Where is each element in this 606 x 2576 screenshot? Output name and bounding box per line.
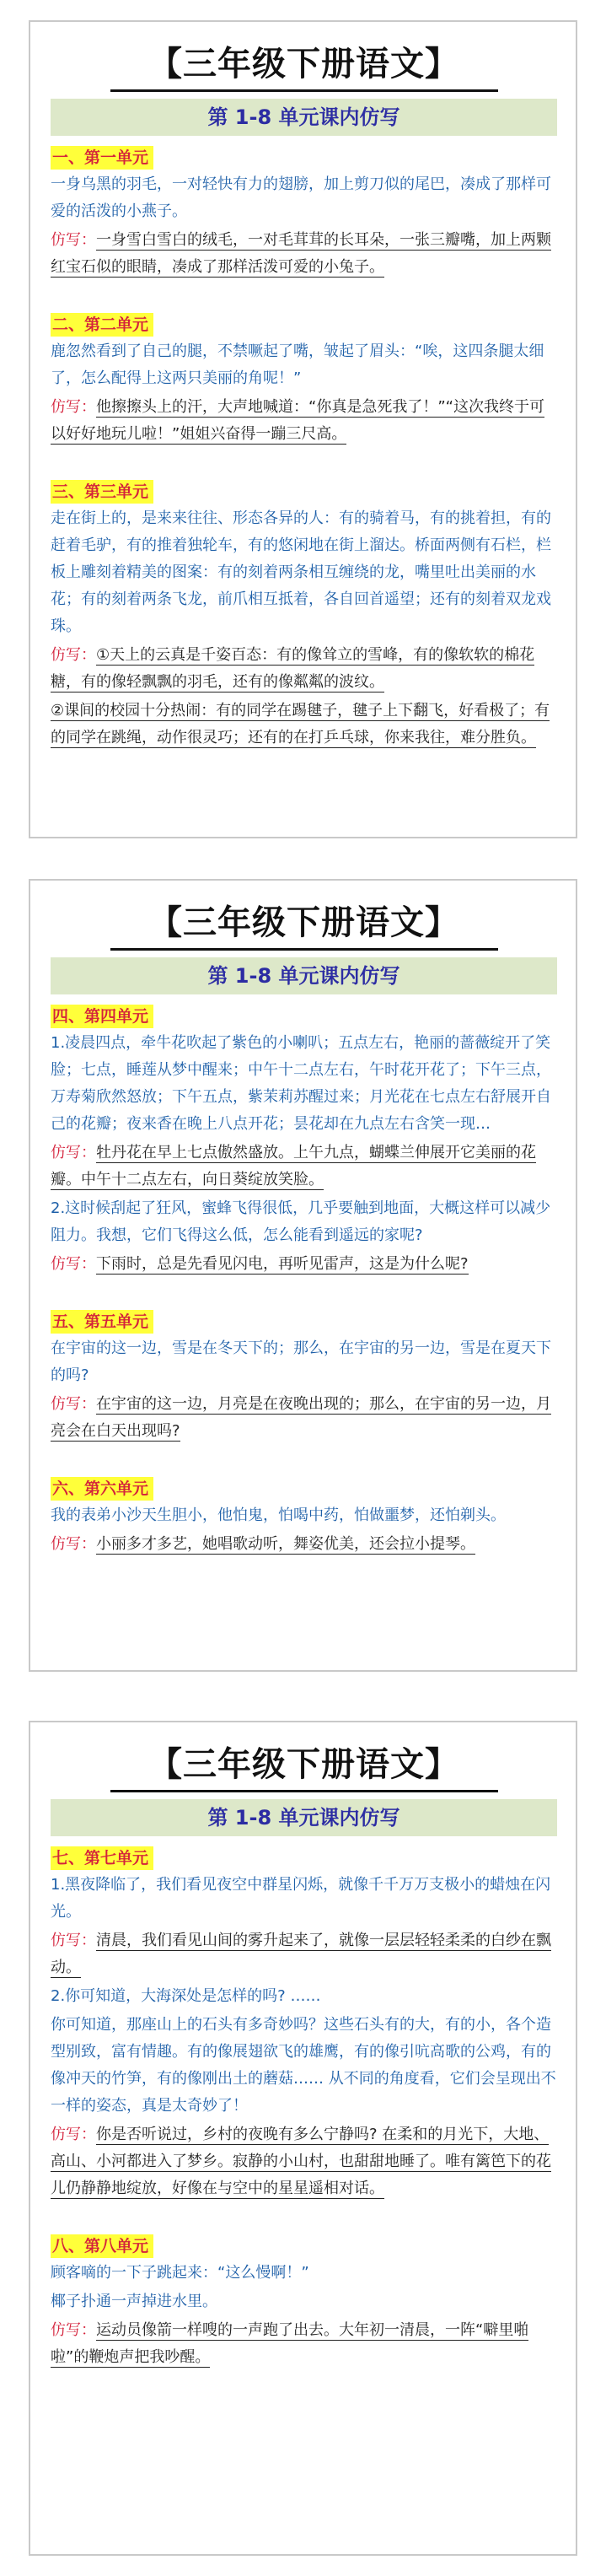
- page-title: 【三年级下册语文】: [148, 903, 459, 942]
- source-text: 鹿忽然看到了自己的腿，不禁噘起了嘴，皱起了眉头：“唉，这四条腿太细了，怎么配得上这两只美丽的角呢！”: [51, 342, 544, 387]
- unit-head-row: [51, 136, 557, 170]
- unit-section: [51, 1300, 557, 1445]
- imitation-label: 仿写：: [51, 2126, 96, 2143]
- imitation-text: [51, 1531, 557, 1558]
- section-gap: [51, 281, 557, 303]
- source-text: 我的表弟小沙天生胆小，他怕鬼，怕喝中药，怕做噩梦，还怕剃头。: [51, 1506, 506, 1524]
- page-subtitle: 第 1-8 单元课内仿写: [51, 1799, 557, 1836]
- imitation-text: [51, 1927, 557, 1981]
- imitation-sentence: 他擦擦头上的汗，大声地喊道：“你真是急死我了！”“这次我终于可以好好地玩儿啦！”姐姐兴奋得一蹦三尺高。: [51, 398, 544, 443]
- page-content: [30, 22, 576, 752]
- imitation-text: [51, 1140, 557, 1194]
- source-text: 你可知道，那座山上的石头有多奇妙吗？这些石头有的大，有的小，各个造型别致，富有情趣。有的像展翅欲飞的雄鹰，有的像引吭高歌的公鸡，有的像冲天的竹笋，有的像刚出土的蘑菇…… 从不同的角度看，它们会呈现出不一样的姿态，真是太奇妙了！: [51, 2016, 556, 2115]
- imitation-label: 仿写：: [51, 1535, 96, 1553]
- page-title: 【三年级下册语文】: [148, 1745, 459, 1784]
- imitation-label: 仿写：: [51, 646, 96, 664]
- page-title: 【三年级下册语文】: [148, 45, 459, 84]
- unit-section: [51, 136, 557, 281]
- imitation-label: 仿写：: [51, 1255, 96, 1273]
- source-text: 一身乌黑的羽毛，一对轻快有力的翅膀，加上剪刀似的尾巴，凑成了那样可爱的活泼的小燕子。: [51, 175, 551, 220]
- unit-head-row: [51, 470, 557, 504]
- imitation-sentence: 牡丹花在早上七点傲然盛放。上午九点，蝴蝶兰伸展开它美丽的花瓣。中午十二点左右，向日葵绽放笑脸。: [51, 1144, 536, 1188]
- section-gap: [51, 2202, 557, 2224]
- imitation-label: 仿写：: [51, 398, 96, 416]
- imitation-text: [51, 1391, 557, 1445]
- unit-head-row: [51, 994, 557, 1028]
- section-gap: [51, 1445, 557, 1467]
- unit-heading: 四、第四单元: [51, 1005, 153, 1028]
- source-text: 椰子扑通一声掉进水里。: [51, 2293, 217, 2310]
- unit-head-row: [51, 1836, 557, 1870]
- imitation-label: 仿写：: [51, 1395, 96, 1413]
- unit-heading: 七、第七单元: [51, 1846, 153, 1870]
- imitation-text: [51, 227, 557, 281]
- unit-head-row: [51, 1300, 557, 1334]
- imitation-sentence: 小丽多才多艺，她唱歌动听，舞姿优美，还会拉小提琴。: [96, 1535, 475, 1553]
- imitation-label: 仿写：: [51, 1144, 96, 1161]
- unit-section: [51, 994, 557, 1278]
- unit-heading: 三、第三单元: [51, 480, 153, 504]
- imitation-sentence: 清晨，我们看见山间的雾升起来了，就像一层层轻轻柔柔的白纱在飘动。: [51, 1932, 551, 1976]
- imitation-sentence: 下雨时，总是先看见闪电，再听见雷声，这是为什么呢?: [96, 1255, 469, 1273]
- unit-section: [51, 303, 557, 448]
- unit-heading: 六、第六单元: [51, 1477, 153, 1501]
- imitation-text: [51, 1251, 557, 1278]
- unit-head-row: [51, 303, 557, 337]
- page-content: [30, 1722, 576, 2371]
- section-gap: [51, 448, 557, 470]
- source-text: 走在街上的，是来来往往、形态各异的人：有的骑着马，有的挑着担，有的赶着毛驴，有的推着独轮车，有的悠闲地在街上溜达。桥面两侧有石栏，栏板上雕刻着精美的图案：有的刻着两条相互缠绕的龙，嘴里吐出美丽的水花；有的刻着两条飞龙，前爪相互抵着，各自回首遥望；还有的刻着双龙戏珠。: [51, 509, 551, 635]
- imitation-text: [51, 698, 557, 752]
- source-text: 在宇宙的这一边，雪是在冬天下的；那么，在宇宙的另一边，雪是在夏天下的吗?: [51, 1339, 551, 1384]
- page-subtitle: 第 1-8 单元课内仿写: [51, 957, 557, 994]
- unit-section: [51, 1467, 557, 1558]
- source-text: 1.黑夜降临了，我们看见夜空中群星闪烁，就像千千万万支极小的蜡烛在闪光。: [51, 1876, 551, 1921]
- imitation-sentence: 一身雪白雪白的绒毛，一对毛茸茸的长耳朵，一张三瓣嘴，加上两颗红宝石似的眼睛，凑成了那样活泼可爱的小兔子。: [51, 231, 551, 276]
- imitation-sentence: 在宇宙的这一边，月亮是在夜晚出现的；那么，在宇宙的另一边，月亮会在白天出现吗?: [51, 1395, 551, 1440]
- imitation-sentence: 你是否听说过，乡村的夜晚有多么宁静吗? 在柔和的月光下，大地、高山、小河都进入了梦乡。寂静的小山村，也甜甜地睡了。唯有篱笆下的花儿仍静静地绽放，好像在与空中的星星遥相对话。: [51, 2126, 551, 2197]
- unit-section: [51, 470, 557, 752]
- unit-heading: 五、第五单元: [51, 1310, 153, 1334]
- source-text: 顾客嘀的一下子跳起来：“这么慢啊！”: [51, 2264, 309, 2282]
- imitation-sentence: 运动员像箭一样嗖的一声跑了出去。大年初一清晨，一阵“噼里啪啦”的鞭炮声把我吵醒。: [51, 2321, 529, 2366]
- unit-head-row: [51, 2224, 557, 2258]
- page-card-2: [29, 879, 577, 1672]
- title-underline: [110, 948, 498, 951]
- source-text: 2.这时候刮起了狂风，蜜蜂飞得很低，几乎要触到地面，大概这样可以减少阻力。我想，它们飞得这么低，怎么能看到遥远的家呢?: [51, 1199, 551, 1244]
- imitation-label: 仿写：: [51, 2321, 96, 2339]
- title-underline: [110, 89, 498, 92]
- section-gap: [51, 1278, 557, 1300]
- imitation-label: 仿写：: [51, 1932, 96, 1949]
- source-text: 1.凌晨四点，牵牛花吹起了紫色的小喇叭；五点左右，艳丽的蔷薇绽开了笑脸；七点，睡莲从梦中醒来；中午十二点左右，午时花开花了；下午三点，万寿菊欣然怒放；下午五点，紫茉莉苏醒过来；月光花在七点左右舒展开自己的花瓣；夜来香在晚上八点开花；昙花却在九点左右含笑一现…: [51, 1034, 551, 1133]
- imitation-sentence: ①天上的云真是千姿百态：有的像耸立的雪峰，有的像软软的棉花糖，有的像轻飘飘的羽毛，还有的像粼粼的波纹。: [51, 646, 535, 691]
- page-card-3: [29, 1721, 577, 2556]
- imitation-text: [51, 2317, 557, 2371]
- unit-head-row: [51, 1467, 557, 1501]
- page-content: [30, 881, 576, 1558]
- unit-heading: 八、第八单元: [51, 2234, 153, 2258]
- page-card-1: [29, 20, 577, 838]
- imitation-text: [51, 2121, 557, 2202]
- unit-heading: 二、第二单元: [51, 313, 153, 337]
- title-underline: [110, 1790, 498, 1792]
- unit-section: [51, 1836, 557, 2202]
- page-subtitle: 第 1-8 单元课内仿写: [51, 99, 557, 136]
- imitation-label: 仿写：: [51, 231, 96, 249]
- imitation-text: [51, 642, 557, 696]
- source-text: 2.你可知道，大海深处是怎样的吗? ……: [51, 1987, 321, 2005]
- unit-section: [51, 2224, 557, 2371]
- imitation-sentence: ②课间的校园十分热闹：有的同学在踢毽子，毽子上下翻飞，好看极了；有的同学在跳绳，动作很灵巧；还有的在打乒乓球，你来我往，难分胜负。: [51, 702, 550, 746]
- unit-heading: 一、第一单元: [51, 146, 153, 170]
- imitation-text: [51, 394, 557, 448]
